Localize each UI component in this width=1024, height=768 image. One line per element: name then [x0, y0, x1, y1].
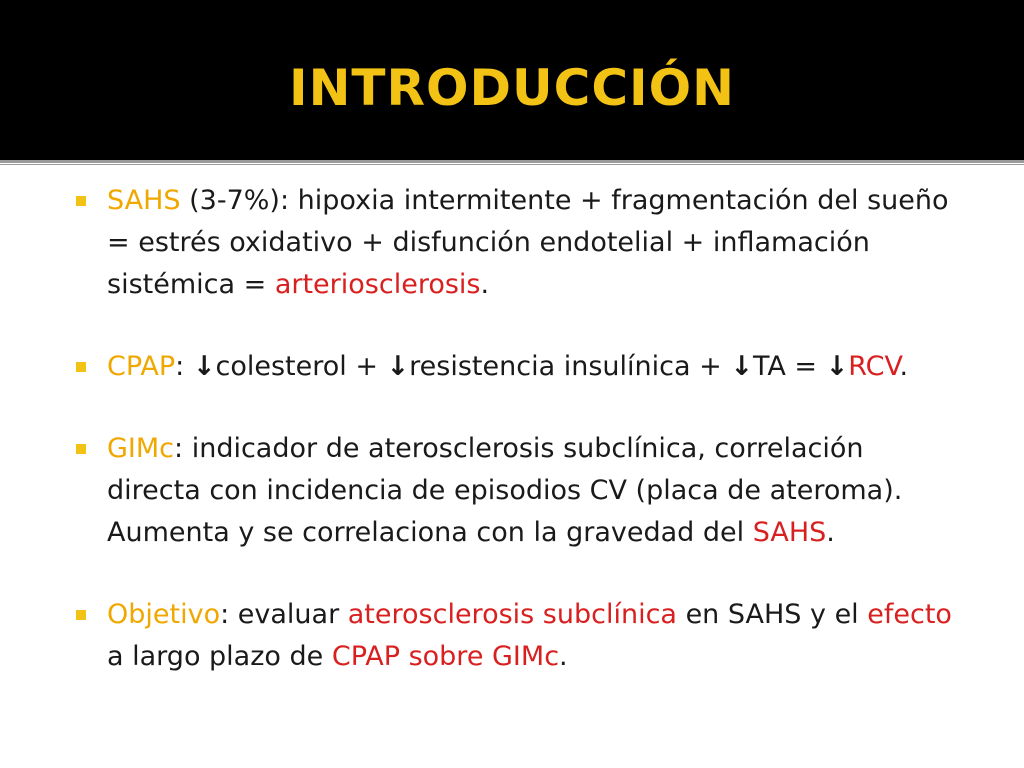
square-bullet-icon [76, 610, 86, 620]
emphasis-text: efecto [867, 599, 952, 630]
lead-term: GIMc [107, 433, 175, 464]
slide-title: INTRODUCCIÓN [288, 59, 735, 117]
bullet-text: a largo plazo de [107, 641, 332, 672]
emphasis-text: RCV [848, 351, 900, 382]
down-arrow-icon: ↓ [192, 351, 216, 382]
title-bar [0, 0, 1024, 160]
bullet-objetivo [0, 594, 1024, 678]
lead-term: Objetivo [107, 599, 221, 630]
bullet-text: . [480, 269, 490, 300]
bullet-text: : evaluar [220, 599, 348, 630]
down-arrow-icon: ↓ [825, 351, 849, 382]
lead-term: CPAP [107, 351, 176, 382]
emphasis-text: SAHS [752, 517, 827, 548]
bullet-text: (3-7%): hipoxia intermitente + fragmentación del sueño = estrés oxidativo + disfunción endotelial + inflamación sistémica = [107, 185, 949, 300]
down-arrow-icon: ↓ [386, 351, 410, 382]
square-bullet-icon [76, 196, 86, 206]
square-bullet-icon [76, 362, 86, 372]
bullet-gimc [0, 428, 1024, 554]
bullet-text: en SAHS y el [676, 599, 868, 630]
bullet-cpap [0, 346, 1024, 388]
divider-line-thin [0, 164, 1024, 165]
emphasis-text: aterosclerosis subclínica [347, 599, 677, 630]
bullet-text: TA = [752, 351, 826, 382]
square-bullet-icon [76, 444, 86, 454]
bullet-text: : indicador de aterosclerosis subclínica, correlación directa con incidencia de episodios CV (placa de ateroma). Aumenta y se correlaciona con la gravedad del [107, 433, 903, 548]
divider-line [0, 160, 1024, 163]
bullet-sahs [0, 180, 1024, 306]
bullet-text: resistencia insulínica + [409, 351, 731, 382]
bullet-text: colesterol + [215, 351, 387, 382]
lead-term: SAHS [107, 185, 181, 216]
down-arrow-icon: ↓ [730, 351, 753, 382]
bullet-text: . [826, 517, 835, 548]
bullet-text: . [899, 351, 909, 382]
bullet-text: : [175, 351, 193, 382]
bullet-list [0, 180, 1024, 678]
emphasis-text: arteriosclerosis [274, 269, 481, 300]
bullet-text: . [559, 641, 568, 672]
emphasis-text: CPAP sobre GIMc [331, 641, 560, 672]
